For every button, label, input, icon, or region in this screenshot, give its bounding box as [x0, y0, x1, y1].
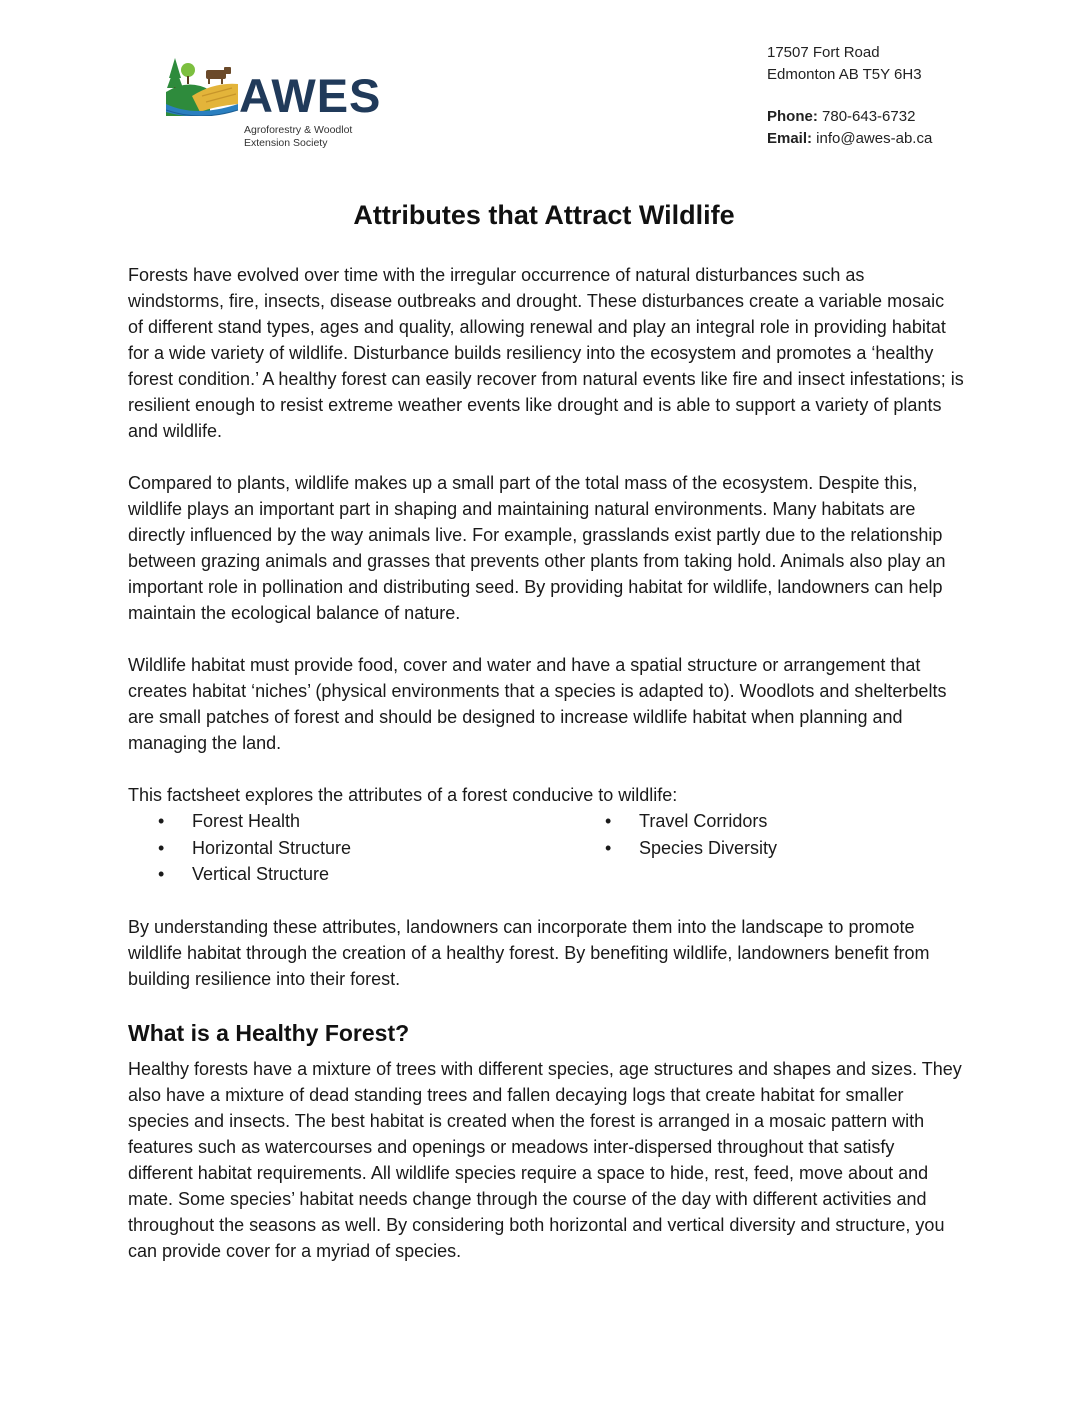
document-body [128, 262, 964, 1290]
logo-subtitle-line2: Extension Society [244, 137, 328, 149]
attributes-list [128, 808, 964, 888]
awes-landscape-logo-icon [166, 52, 246, 116]
paragraph-closing: By understanding these attributes, landowners can incorporate them into the landscape to promote wildlife habitat through the creation of a healthy forest. By benefiting wildlife, landowners benefit from building resilience into their forest. [128, 916, 930, 989]
list-item: • Forest Health [128, 808, 575, 835]
paragraph-healthy-forest: Healthy forests have a mixture of trees with different species, age structures and shapes and sizes. They also have a mixture of dead standing trees and fallen decaying logs that create habitat for smaller species and insects. The best habitat is created when the forest is arranged in a mosaic pattern with features such as watercourses and openings or meadows inter-dispersed throughout that satisfy different habitat requirements. All wildlife species require a space to hide, rest, feed, move about and mate. Some species’ habitat needs change through the course of the day with different activities and throughout the seasons as well. By considering both horizontal and vertical diversity and structure, you can provide cover for a myriad of species. [128, 1058, 962, 1261]
list-item: • Vertical Structure [128, 861, 575, 888]
document-title: Attributes that Attract Wildlife [353, 200, 735, 230]
email-label: Email: [767, 130, 813, 147]
phone-label: Phone: [767, 108, 818, 125]
list-item: • Species Diversity [575, 835, 875, 862]
phone-line [767, 106, 932, 128]
logo-subtitle-line1: Agroforestry & Woodlot [244, 124, 353, 136]
phone-number: 780-643-6732 [817, 108, 916, 125]
logo-wordmark: AWES [239, 69, 382, 122]
paragraph-wildlife-role: Compared to plants, wildlife makes up a small part of the total mass of the ecosystem. Despite this, wildlife plays an important part in shaping and maintaining natural environments. Many habitats are directly influenced by the way animals live. For example, grasslands exist partly due to the relationship between grazing animals and grasses that prevents other plants from taking hold. Animals also play an important role in pollination and distributing seed. By providing habitat for wildlife, landowners can help maintain the ecological balance of nature. [128, 473, 946, 623]
email-address[interactable]: info@awes-ab.ca [812, 130, 933, 147]
awes-logo [166, 52, 386, 152]
address-line1: 17507 Fort Road [767, 44, 880, 61]
logo-subtitle [244, 124, 352, 150]
list-item: • Horizontal Structure [128, 835, 575, 862]
address-line2: Edmonton AB T5Y 6H3 [767, 66, 922, 83]
email-line [767, 128, 932, 150]
paragraph-list-intro: This factsheet explores the attributes of a forest conducive to wildlife: [128, 785, 678, 805]
paragraph-disturbances: Forests have evolved over time with the irregular occurrence of natural disturbances such as windstorms, fire, insects, disease outbreaks and drought. These disturbances create a variable mosaic of different stand types, ages and quality, allowing renewal and play an integral role in providing habitat for a wide variety of wildlife. Disturbance builds resiliency into the ecosystem and promotes a ‘healthy forest condition.’ A healthy forest can easily recover from natural events like fire and insect infestations; is resilient enough to resist extreme weather events like drought and is able to support a variety of plants and wildlife. [128, 265, 964, 441]
list-item: • Travel Corridors [575, 808, 875, 835]
contact-block [767, 42, 932, 150]
section-heading-healthy-forest: What is a Healthy Forest? [128, 1019, 410, 1046]
paragraph-habitat-needs: Wildlife habitat must provide food, cover and water and have a spatial structure or arrangement that creates habitat ‘niches’ (physical environments that a species is adapted to). Woodlots and shelterbelts are small patches of forest and should be designed to increase wildlife habitat when planning and managing the land. [128, 655, 947, 753]
